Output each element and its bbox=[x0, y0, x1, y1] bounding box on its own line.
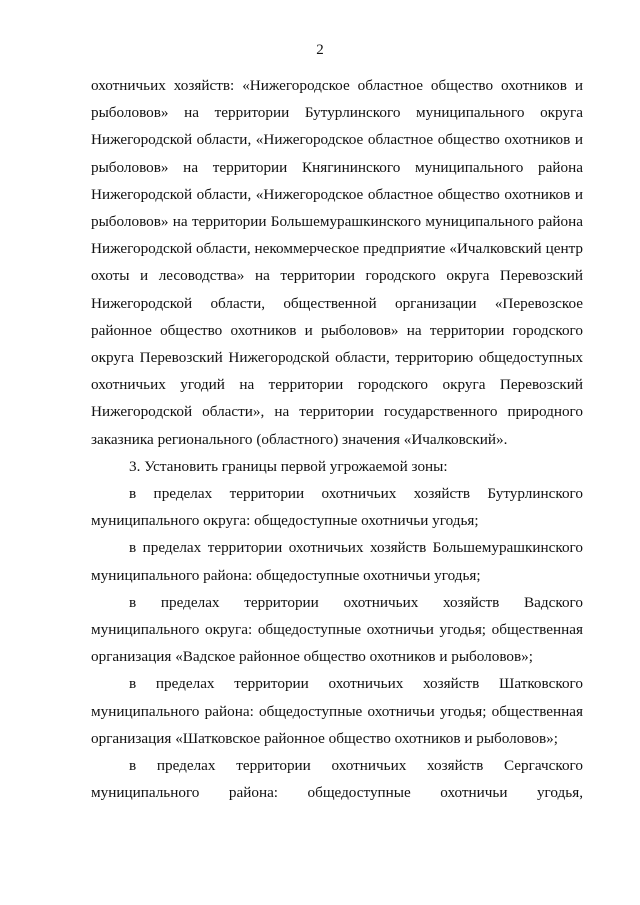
paragraph-bolshemurashkinsky: в пределах территории охотничьих хозяйств Большемурашкинского муниципального района: общедоступные охотничьи угодья; bbox=[91, 539, 583, 584]
paragraph-vadsky: в пределах территории охотничьих хозяйств Вадского муниципального округа: общедоступные охотничьи угодья; общественная организация «Вадское районное общество охотников и рыболовов»; bbox=[91, 593, 583, 666]
paragraph-buturlinsky: в пределах территории охотничьих хозяйств Бутурлинского муниципального округа: общедоступные охотничьи угодья; bbox=[91, 485, 583, 530]
paragraph-shatkovsky: в пределах территории охотничьих хозяйств Шатковского муниципального района: общедоступные охотничьи угодья; общественная организация «Шатковское районное общество охотников и рыболовов»; bbox=[91, 675, 583, 747]
paragraph-sergachsky: в пределах территории охотничьих хозяйств Сергачского муниципального района: общедоступные охотничьи угодья, bbox=[91, 757, 583, 802]
document-body bbox=[91, 72, 583, 806]
paragraph-item-3-heading: 3. Установить границы первой угрожаемой зоны: bbox=[129, 457, 448, 475]
paragraph-continuation: охотничьих хозяйств: «Нижегородское областное общество охотников и рыболовов» на территории Бутурлинского муниципального округа Нижегородской области, «Нижегородское областное общество охотников и рыболовов» на территории Княгининского муниципального района Нижегородской области, «Нижегородское областное общество охотников и рыболовов» на территории Большемурашкинского муниципального района Нижегородской области, некоммерческое предприятие «Ичалковский центр охоты и лесоводства» на территории городского округа Перевозский Нижегородской области, общественной организации «Перевозское районное общество охотников и рыболовов» на территории городского округа Перевозский Нижегородской области, территорию общедоступных охотничьих угодий на территории городского округа Перевозский Нижегородской области», на территории государственного природного заказника регионального (областного) значения «Ичалковский». bbox=[91, 77, 583, 448]
page-number: 2 bbox=[316, 42, 324, 58]
